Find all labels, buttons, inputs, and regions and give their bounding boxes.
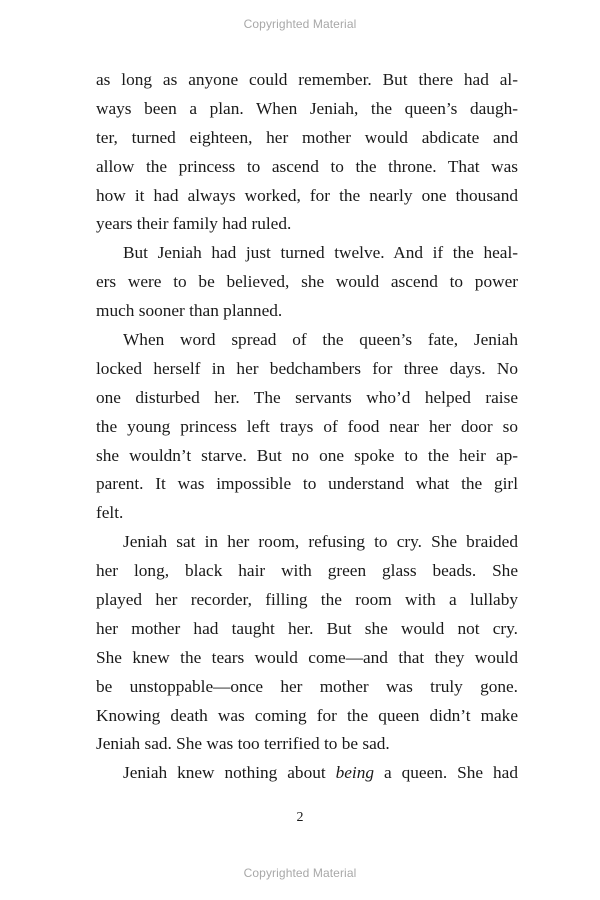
text-line: much sooner than planned.: [96, 301, 283, 321]
text-line: how it had always worked, for the nearly one thousand: [96, 185, 518, 205]
text-line: one disturbed her. The servants who’d helped raise: [96, 387, 518, 407]
text-line: allow the princess to ascend to the throne. That was: [96, 156, 518, 176]
text-line: When word spread of the queen’s fate, Jeniah: [123, 330, 518, 350]
text-line: Knowing death was coming for the queen didn’t make: [96, 705, 518, 725]
text-line: her mother had taught her. But she would not cry.: [96, 618, 518, 638]
text-line: ways been a plan. When Jeniah, the queen’s daugh-: [96, 98, 518, 118]
text-run: Jeniah knew nothing about: [123, 763, 336, 783]
page-text: [96, 66, 518, 788]
text-line: Jeniah sad. She was too terrified to be sad.: [96, 734, 390, 754]
text-line: as long as anyone could remember. But there had al-: [96, 70, 518, 89]
text-line: ers were to be believed, she would ascend to power: [96, 272, 518, 292]
text-line: her long, black hair with green glass beads. She: [96, 561, 518, 581]
text-run: a queen. She had: [374, 763, 518, 783]
text-line: felt.: [96, 503, 124, 523]
page-number: 2: [296, 810, 304, 825]
text-line: She knew the tears would come—and that they would: [96, 647, 518, 667]
text-line: parent. It was impossible to understand what the girl: [96, 474, 518, 494]
copyright-watermark-bottom: Copyrighted Material: [243, 866, 357, 880]
text-line: Jeniah sat in her room, refusing to cry. She braided: [123, 532, 518, 552]
text-line: locked herself in her bedchambers for three days. No: [96, 358, 518, 378]
text-line: [96, 759, 518, 788]
copyright-watermark-top: Copyrighted Material: [243, 17, 357, 31]
text-line: the young princess left trays of food near her door so: [96, 416, 518, 436]
emphasis-word: being: [335, 763, 375, 783]
text-line: be unstoppable—once her mother was truly gone.: [96, 676, 518, 696]
text-line: ter, turned eighteen, her mother would abdicate and: [96, 127, 518, 147]
text-line: But Jeniah had just turned twelve. And if the heal-: [123, 243, 518, 263]
text-line: she wouldn’t starve. But no one spoke to the heir ap-: [96, 445, 518, 465]
text-line: played her recorder, filling the room with a lullaby: [96, 590, 518, 610]
text-line: years their family had ruled.: [96, 214, 292, 234]
